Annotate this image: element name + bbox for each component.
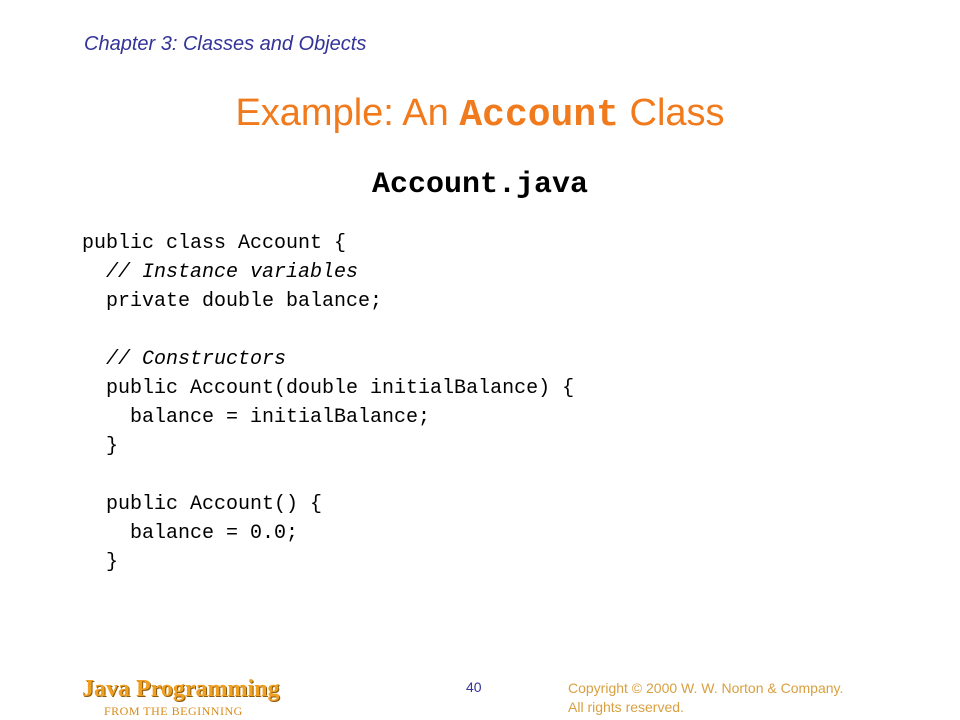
slide-title [0, 92, 960, 137]
copyright-notice [568, 679, 843, 717]
logo-title: Java Programming [82, 676, 280, 702]
code-line: public Account(double initialBalance) { [82, 377, 575, 400]
code-line: public class Account { [82, 232, 347, 255]
logo-subtitle: FROM THE BEGINNING [104, 704, 243, 718]
code-line [82, 316, 574, 345]
copyright-line-2: All rights reserved. [568, 699, 684, 715]
copyright-line-1: Copyright © 2000 W. W. Norton & Company. [568, 680, 844, 696]
title-suffix: Class [618, 92, 725, 134]
code-line: public Account() { [82, 493, 323, 516]
chapter-heading: Chapter 3: Classes and Objects [84, 33, 367, 55]
code-comment-line: // Instance variables [82, 261, 359, 284]
code-line: balance = 0.0; [82, 522, 299, 545]
code-line: private double balance; [82, 290, 383, 313]
file-name-heading: Account.java [371, 168, 589, 202]
code-listing [82, 229, 574, 577]
book-logo [82, 675, 312, 719]
code-line [82, 461, 574, 490]
code-line: balance = initialBalance; [82, 406, 431, 429]
title-prefix: Example: An [235, 92, 460, 134]
code-line: } [82, 551, 119, 574]
page-number: 40 [466, 679, 482, 695]
title-code: Account [459, 94, 619, 137]
code-comment-line: // Constructors [82, 348, 287, 371]
code-line: } [82, 435, 119, 458]
